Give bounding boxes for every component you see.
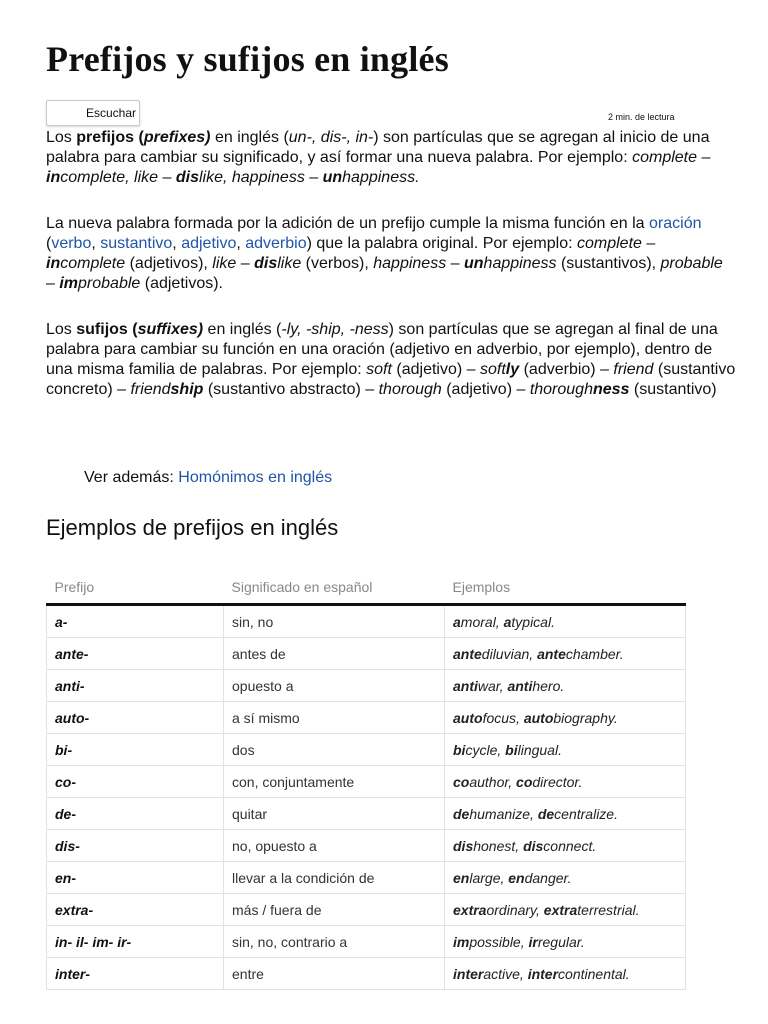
prefix-cell: inter- xyxy=(47,958,224,990)
section-title: Ejemplos de prefijos en inglés xyxy=(46,515,339,540)
example-prefix: bi xyxy=(505,741,518,758)
example-prefix: en xyxy=(453,869,470,886)
meaning-cell: con, conjuntamente xyxy=(224,766,445,798)
example-rest: cycle, xyxy=(465,741,506,758)
meaning-cell: antes de xyxy=(224,638,445,670)
examples-cell xyxy=(445,605,686,638)
meaning-cell: quitar xyxy=(224,798,445,830)
listen-button[interactable]: Escuchar xyxy=(46,100,140,126)
table-row xyxy=(47,605,686,638)
prefix-cell: bi- xyxy=(47,734,224,766)
example-prefix: a xyxy=(503,613,512,630)
prefix-cell: auto- xyxy=(47,702,224,734)
example-prefix: auto xyxy=(453,709,483,726)
table-row xyxy=(47,894,686,926)
link-adjetivo[interactable]: adjetivo xyxy=(181,235,237,252)
example-rest: biography. xyxy=(553,709,618,726)
examples-cell xyxy=(445,926,686,958)
example-rest: focus, xyxy=(482,709,524,726)
prefix-cell: ante- xyxy=(47,638,224,670)
meaning-cell: entre xyxy=(224,958,445,990)
prefix-table xyxy=(46,570,686,990)
paragraph-prefixes-intro: Los prefijos (prefixes) en inglés (un-, dis-, in-) son partículas que se agregan al inicio de una palabra para cambiar su significado, y así formar una nueva palabra. Por ejemplo: complete – incomplete, like – dislike, happiness – unhappiness. xyxy=(46,129,711,186)
example-prefix: dis xyxy=(523,837,544,854)
examples-cell xyxy=(445,894,686,926)
examples-cell xyxy=(445,766,686,798)
example-prefix: extra xyxy=(543,901,578,918)
example-prefix: auto xyxy=(523,709,554,726)
examples-cell xyxy=(445,638,686,670)
example-rest: continental. xyxy=(558,965,630,982)
table-row xyxy=(47,958,686,990)
example-rest: chamber. xyxy=(565,645,624,662)
prefix-cell: anti- xyxy=(47,670,224,702)
example-rest: hero. xyxy=(532,677,565,694)
example-prefix: anti xyxy=(453,677,478,694)
examples-cell xyxy=(445,702,686,734)
column-header-significado: Significado en español xyxy=(224,570,445,605)
prefix-cell: in- il- im- ir- xyxy=(47,926,224,958)
column-header-ejemplos: Ejemplos xyxy=(445,570,686,605)
column-header-prefijo: Prefijo xyxy=(47,570,224,605)
example-rest: possible, xyxy=(469,933,529,950)
table-row xyxy=(47,734,686,766)
examples-cell xyxy=(445,862,686,894)
table-row xyxy=(47,798,686,830)
link-verbo[interactable]: verbo xyxy=(51,235,92,252)
example-prefix: inter xyxy=(453,965,484,982)
example-rest: humanize, xyxy=(469,805,538,822)
example-rest: typical. xyxy=(511,613,555,630)
meaning-cell: no, opuesto a xyxy=(224,830,445,862)
example-prefix: de xyxy=(537,805,555,822)
example-prefix: co xyxy=(453,773,470,790)
table-row xyxy=(47,830,686,862)
example-rest: honest, xyxy=(473,837,524,854)
paragraph-prefix-function: La nueva palabra formada por la adición de un prefijo cumple la misma función en la oración (verbo, sustantivo, adjetivo, adverbio) que la palabra original. Por ejemplo: complete – incomplete (adjetivos), like – dislike (verbos), happiness – unhappiness (sustantivos), probable – improbable (adjetivos). xyxy=(46,215,723,292)
see-also: Ver además: Homónimos en inglés xyxy=(84,469,333,486)
prefix-cell: de- xyxy=(47,798,224,830)
example-prefix: co xyxy=(516,773,533,790)
example-rest: connect. xyxy=(543,837,597,854)
example-prefix: ante xyxy=(453,645,482,662)
example-rest: lingual. xyxy=(517,741,562,758)
example-prefix: bi xyxy=(453,741,466,758)
table-row xyxy=(47,638,686,670)
example-prefix: en xyxy=(508,869,525,886)
example-rest: active, xyxy=(483,965,528,982)
example-rest: terrestrial. xyxy=(577,901,640,918)
example-rest: author, xyxy=(469,773,517,790)
table-row xyxy=(47,862,686,894)
meaning-cell: sin, no xyxy=(224,605,445,638)
example-rest: ordinary, xyxy=(486,901,544,918)
paragraph-suffixes-intro: Los sufijos (suffixes) en inglés (-ly, -ship, -ness) son partículas que se agregan al final de una palabra para cambiar su función en una oración (adjetivo en adverbio, por ejemplo), dentro de una misma familia de palabras. Por ejemplo: soft (adjetivo) – softly (adverbio) – friend (sustantivo concreto) – friendship (sustantivo abstracto) – thorough (adjetivo) – thoroughness (sustantivo) xyxy=(46,321,736,398)
example-prefix: extra xyxy=(453,901,487,918)
example-prefix: de xyxy=(453,805,470,822)
table-header-row xyxy=(47,570,686,605)
prefix-cell: extra- xyxy=(47,894,224,926)
link-homonimos[interactable]: Homónimos en inglés xyxy=(178,469,333,486)
example-rest: centralize. xyxy=(554,805,618,822)
examples-cell xyxy=(445,798,686,830)
example-rest: regular. xyxy=(537,933,585,950)
link-adverbio[interactable]: adverbio xyxy=(245,235,307,252)
meaning-cell: sin, no, contrario a xyxy=(224,926,445,958)
example-rest: war, xyxy=(477,677,508,694)
example-rest: moral, xyxy=(460,613,504,630)
examples-cell xyxy=(445,830,686,862)
examples-cell xyxy=(445,734,686,766)
prefix-cell: co- xyxy=(47,766,224,798)
example-prefix: im xyxy=(453,933,470,950)
page-title: Prefijos y sufijos en inglés xyxy=(46,39,449,79)
examples-cell xyxy=(445,670,686,702)
example-prefix: dis xyxy=(453,837,474,854)
prefix-cell: en- xyxy=(47,862,224,894)
example-rest: diluvian, xyxy=(481,645,538,662)
link-sustantivo[interactable]: sustantivo xyxy=(100,235,173,252)
example-prefix: ante xyxy=(537,645,566,662)
meaning-cell: a sí mismo xyxy=(224,702,445,734)
meaning-cell: llevar a la condición de xyxy=(224,862,445,894)
example-prefix: inter xyxy=(527,965,559,982)
meaning-cell: dos xyxy=(224,734,445,766)
meaning-cell: opuesto a xyxy=(224,670,445,702)
example-rest: director. xyxy=(532,773,583,790)
link-oracion[interactable]: oración xyxy=(649,215,702,232)
read-time: 2 min. de lectura xyxy=(608,112,675,122)
example-prefix: a xyxy=(453,613,461,630)
table-row xyxy=(47,766,686,798)
table-row xyxy=(47,702,686,734)
prefix-cell: a- xyxy=(47,605,224,638)
example-prefix: ir xyxy=(528,933,538,950)
meaning-cell: más / fuera de xyxy=(224,894,445,926)
example-prefix: anti xyxy=(507,677,533,694)
example-rest: danger. xyxy=(524,869,572,886)
example-rest: large, xyxy=(469,869,509,886)
table-row xyxy=(47,926,686,958)
prefix-cell: dis- xyxy=(47,830,224,862)
table-row xyxy=(47,670,686,702)
examples-cell xyxy=(445,958,686,990)
